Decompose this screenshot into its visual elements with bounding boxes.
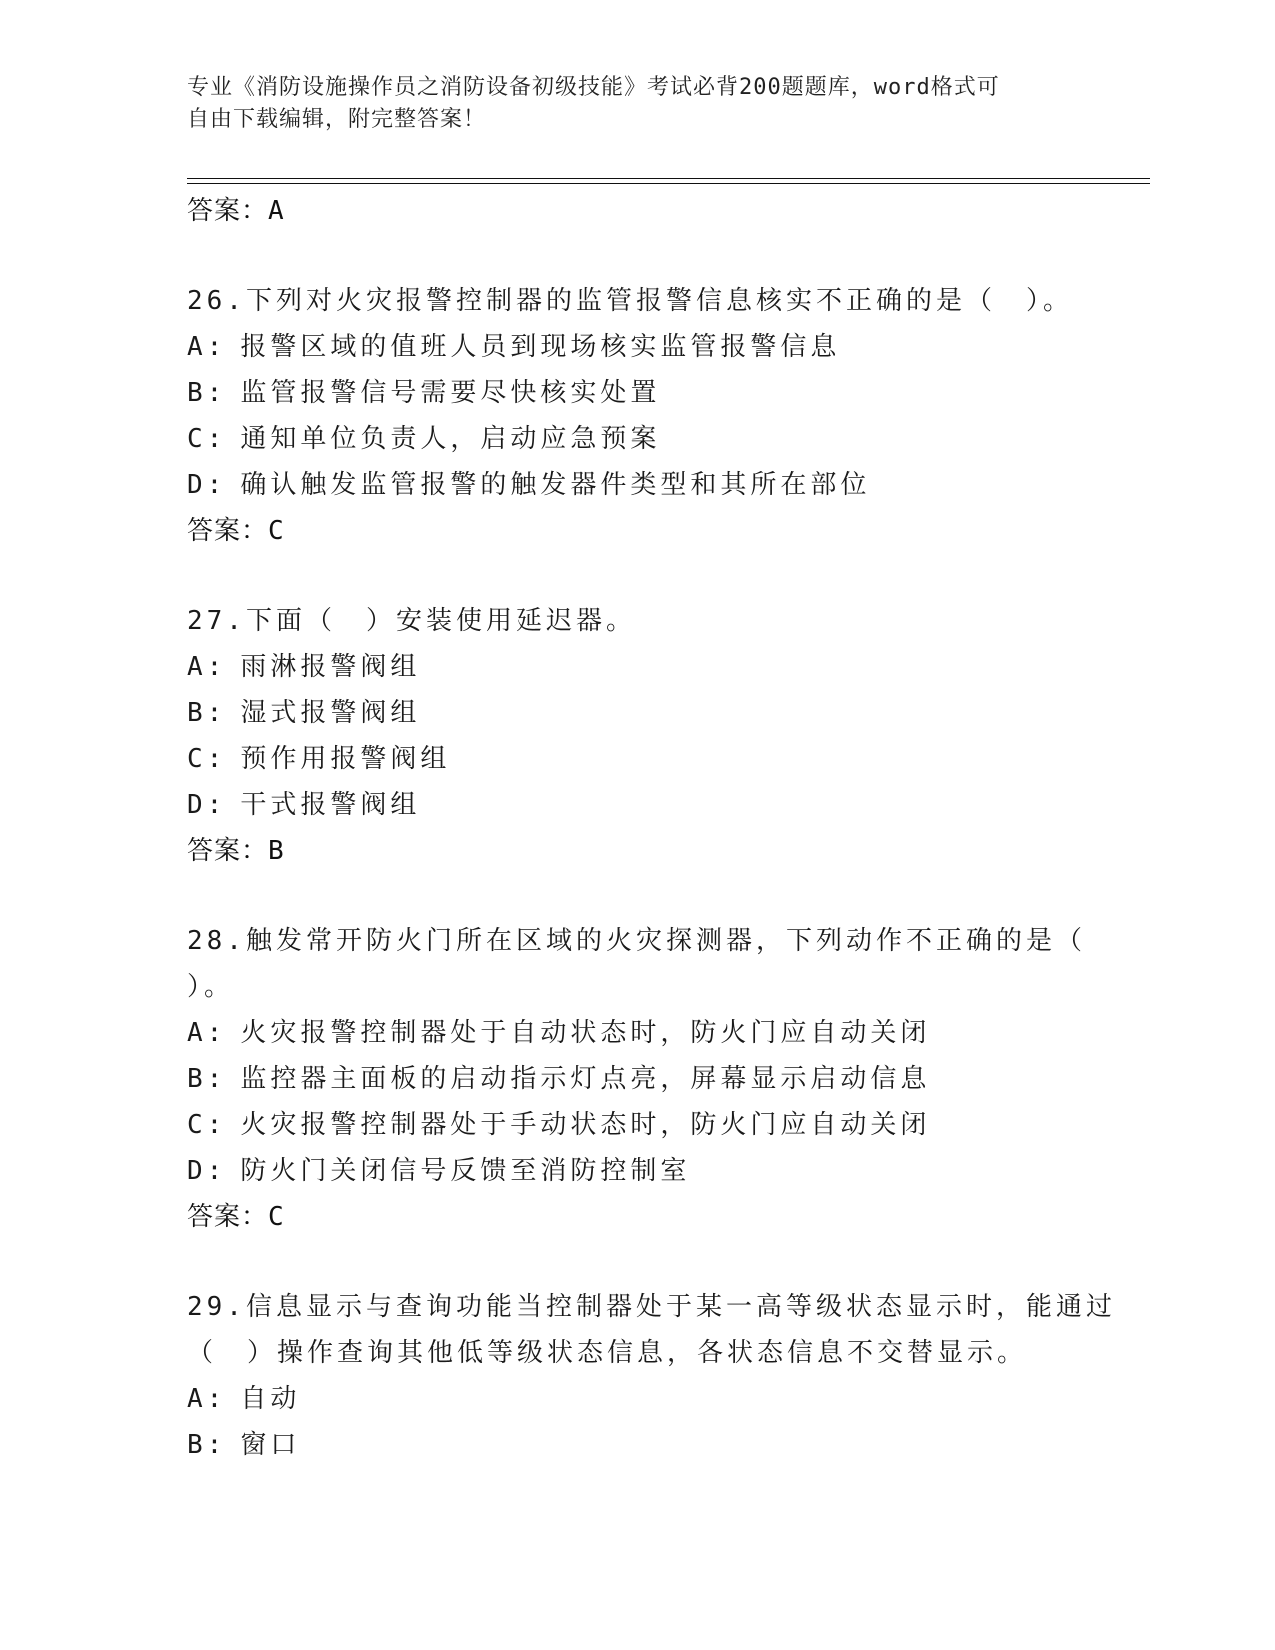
answer-line: 答案：C bbox=[187, 1202, 285, 1232]
question-text-continued: （ ）操作查询其他低等级状态信息，各状态信息不交替显示。 bbox=[187, 1338, 1028, 1368]
answer-line: 答案：C bbox=[187, 516, 285, 546]
option-letter: D: bbox=[187, 470, 227, 500]
question-list bbox=[187, 188, 1147, 1468]
question-26 bbox=[187, 278, 1147, 554]
header-line-2: 自由下载编辑，附完整答案！ bbox=[187, 107, 487, 132]
option-letter: A: bbox=[187, 1018, 227, 1048]
option-letter: A: bbox=[187, 652, 227, 682]
option-text: 监管报警信号需要尽快核实处置 bbox=[240, 378, 661, 408]
answer-line: 答案：B bbox=[187, 836, 285, 866]
option-c bbox=[187, 736, 1147, 782]
question-27 bbox=[187, 598, 1147, 874]
option-a bbox=[187, 1010, 1147, 1056]
option-letter: A: bbox=[187, 1384, 227, 1414]
option-b bbox=[187, 370, 1147, 416]
option-letter: B: bbox=[187, 1064, 227, 1094]
option-text: 湿式报警阀组 bbox=[240, 698, 421, 728]
option-text: 干式报警阀组 bbox=[240, 790, 421, 820]
answer-line: 答案：A bbox=[187, 196, 285, 226]
option-text: 窗口 bbox=[240, 1430, 301, 1460]
option-d bbox=[187, 1148, 1147, 1194]
option-c bbox=[187, 1102, 1147, 1148]
option-b bbox=[187, 1056, 1147, 1102]
option-text: 火灾报警控制器处于自动状态时，防火门应自动关闭 bbox=[240, 1018, 931, 1048]
question-text: 27.下面（ ）安装使用延迟器。 bbox=[187, 606, 636, 636]
header-line-1: 专业《消防设施操作员之消防设备初级技能》考试必背200题题库，word格式可 bbox=[187, 75, 1000, 100]
option-letter: C: bbox=[187, 424, 227, 454]
option-a bbox=[187, 644, 1147, 690]
option-letter: D: bbox=[187, 790, 227, 820]
option-text: 报警区域的值班人员到现场核实监管报警信息 bbox=[240, 332, 841, 362]
question-29 bbox=[187, 1284, 1147, 1468]
option-text: 预作用报警阀组 bbox=[240, 744, 451, 774]
question-text-continued: ）。 bbox=[187, 972, 235, 1002]
option-text: 防火门关闭信号反馈至消防控制室 bbox=[240, 1156, 691, 1186]
option-text: 自动 bbox=[240, 1384, 301, 1414]
option-text: 火灾报警控制器处于手动状态时，防火门应自动关闭 bbox=[240, 1110, 931, 1140]
option-text: 监控器主面板的启动指示灯点亮，屏幕显示启动信息 bbox=[240, 1064, 931, 1094]
option-letter: B: bbox=[187, 698, 227, 728]
option-text: 确认触发监管报警的触发器件类型和其所在部位 bbox=[240, 470, 871, 500]
option-a bbox=[187, 1376, 1147, 1422]
option-letter: B: bbox=[187, 1430, 227, 1460]
option-letter: D: bbox=[187, 1156, 227, 1186]
question-text: 28.触发常开防火门所在区域的火灾探测器，下列动作不正确的是（ bbox=[187, 926, 1086, 956]
document-header bbox=[187, 72, 1087, 136]
option-letter: B: bbox=[187, 378, 227, 408]
option-letter: C: bbox=[187, 744, 227, 774]
header-divider-bottom bbox=[187, 183, 1150, 184]
option-text: 雨淋报警阀组 bbox=[240, 652, 421, 682]
option-d bbox=[187, 462, 1147, 508]
question-text: 26.下列对火灾报警控制器的监管报警信息核实不正确的是（ ）。 bbox=[187, 286, 1073, 316]
question-text: 29.信息显示与查询功能当控制器处于某一高等级状态显示时，能通过 bbox=[187, 1292, 1116, 1322]
question-28 bbox=[187, 918, 1147, 1240]
option-c bbox=[187, 416, 1147, 462]
option-letter: A: bbox=[187, 332, 227, 362]
header-divider-top bbox=[187, 178, 1150, 179]
option-b bbox=[187, 690, 1147, 736]
option-text: 通知单位负责人，启动应急预案 bbox=[240, 424, 661, 454]
option-b bbox=[187, 1422, 1147, 1468]
option-a bbox=[187, 324, 1147, 370]
option-letter: C: bbox=[187, 1110, 227, 1140]
option-d bbox=[187, 782, 1147, 828]
